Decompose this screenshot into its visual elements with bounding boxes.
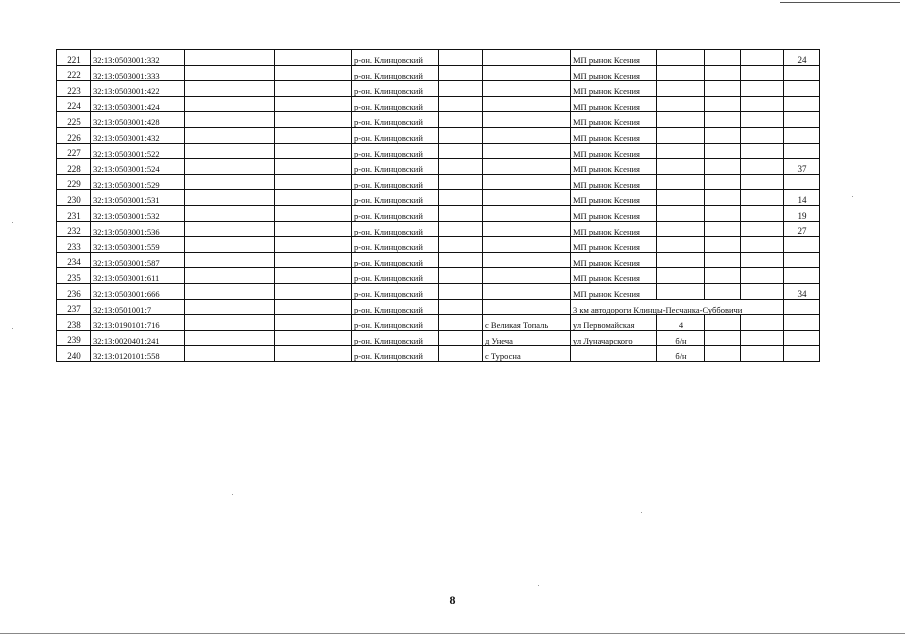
empty-cell bbox=[185, 143, 275, 159]
street: МП рынок Ксения bbox=[571, 127, 657, 143]
locality bbox=[483, 205, 571, 221]
cadastral-number: 32:13:0503001:428 bbox=[91, 112, 185, 128]
house-number bbox=[657, 190, 705, 206]
empty-cell bbox=[185, 330, 275, 346]
cadastral-number: 32:13:0503001:333 bbox=[91, 65, 185, 81]
empty-cell bbox=[705, 127, 741, 143]
empty-cell bbox=[705, 330, 741, 346]
cadastral-number: 32:13:0503001:531 bbox=[91, 190, 185, 206]
row-number: 238 bbox=[57, 315, 91, 331]
locality bbox=[483, 81, 571, 97]
empty-cell bbox=[741, 50, 784, 66]
empty-cell bbox=[741, 159, 784, 175]
empty-cell bbox=[741, 190, 784, 206]
row-number: 227 bbox=[57, 143, 91, 159]
cadastral-number: 32:13:0190101:716 bbox=[91, 315, 185, 331]
house-number bbox=[657, 96, 705, 112]
empty-cell bbox=[705, 112, 741, 128]
district: р-он. Клинцовский bbox=[352, 252, 439, 268]
value-number: 14 bbox=[784, 190, 820, 206]
district: р-он. Клинцовский bbox=[352, 315, 439, 331]
district: р-он. Клинцовский bbox=[352, 50, 439, 66]
cadastral-number: 32:13:0120101:558 bbox=[91, 346, 185, 362]
cadastral-number: 32:13:0503001:529 bbox=[91, 174, 185, 190]
empty-cell bbox=[741, 174, 784, 190]
cadastral-number: 32:13:0503001:536 bbox=[91, 221, 185, 237]
district: р-он. Клинцовский bbox=[352, 221, 439, 237]
empty-cell bbox=[275, 65, 352, 81]
empty-cell bbox=[185, 346, 275, 362]
locality bbox=[483, 174, 571, 190]
locality bbox=[483, 283, 571, 299]
empty-cell bbox=[439, 268, 483, 284]
empty-cell bbox=[439, 190, 483, 206]
table-row bbox=[57, 315, 820, 331]
empty-cell bbox=[185, 81, 275, 97]
row-number: 236 bbox=[57, 283, 91, 299]
empty-cell bbox=[705, 159, 741, 175]
street: МП рынок Ксения bbox=[571, 112, 657, 128]
empty-cell bbox=[741, 330, 784, 346]
empty-cell bbox=[439, 50, 483, 66]
empty-cell bbox=[741, 81, 784, 97]
empty-cell bbox=[275, 237, 352, 253]
row-number: 229 bbox=[57, 174, 91, 190]
locality bbox=[483, 112, 571, 128]
scan-speck bbox=[538, 585, 539, 586]
house-number bbox=[657, 237, 705, 253]
street: МП рынок Ксения bbox=[571, 205, 657, 221]
empty-cell bbox=[741, 112, 784, 128]
value-number bbox=[784, 346, 820, 362]
value-number bbox=[784, 65, 820, 81]
empty-cell bbox=[275, 330, 352, 346]
empty-cell bbox=[741, 127, 784, 143]
district: р-он. Клинцовский bbox=[352, 237, 439, 253]
value-number: 24 bbox=[784, 50, 820, 66]
street: МП рынок Ксения bbox=[571, 268, 657, 284]
empty-cell bbox=[439, 283, 483, 299]
empty-cell bbox=[741, 96, 784, 112]
locality bbox=[483, 159, 571, 175]
value-number: 19 bbox=[784, 205, 820, 221]
empty-cell bbox=[185, 283, 275, 299]
locality bbox=[483, 127, 571, 143]
table-row bbox=[57, 252, 820, 268]
empty-cell bbox=[185, 174, 275, 190]
empty-cell bbox=[185, 315, 275, 331]
empty-cell bbox=[741, 221, 784, 237]
empty-cell bbox=[784, 299, 820, 315]
district: р-он. Клинцовский bbox=[352, 81, 439, 97]
house-number bbox=[657, 50, 705, 66]
empty-cell bbox=[439, 127, 483, 143]
row-number: 234 bbox=[57, 252, 91, 268]
empty-cell bbox=[185, 112, 275, 128]
table-row bbox=[57, 205, 820, 221]
empty-cell bbox=[185, 65, 275, 81]
empty-cell bbox=[439, 205, 483, 221]
empty-cell bbox=[439, 315, 483, 331]
row-number: 228 bbox=[57, 159, 91, 175]
empty-cell bbox=[439, 237, 483, 253]
empty-cell bbox=[185, 237, 275, 253]
value-number: 34 bbox=[784, 283, 820, 299]
empty-cell bbox=[185, 252, 275, 268]
empty-cell bbox=[439, 346, 483, 362]
scan-speck bbox=[12, 328, 13, 329]
house-number: б/н bbox=[657, 346, 705, 362]
house-number bbox=[657, 65, 705, 81]
empty-cell bbox=[185, 96, 275, 112]
row-number: 235 bbox=[57, 268, 91, 284]
empty-cell bbox=[439, 174, 483, 190]
scan-speck bbox=[232, 494, 233, 495]
locality bbox=[483, 50, 571, 66]
empty-cell bbox=[185, 268, 275, 284]
district: р-он. Клинцовский bbox=[352, 174, 439, 190]
row-number: 221 bbox=[57, 50, 91, 66]
locality: с Великая Топаль bbox=[483, 315, 571, 331]
empty-cell bbox=[705, 81, 741, 97]
page-number: 8 bbox=[449, 593, 456, 607]
district: р-он. Клинцовский bbox=[352, 268, 439, 284]
empty-cell bbox=[275, 346, 352, 362]
empty-cell bbox=[275, 143, 352, 159]
empty-cell bbox=[705, 143, 741, 159]
empty-cell bbox=[705, 205, 741, 221]
table-row bbox=[57, 65, 820, 81]
scan-speck bbox=[641, 512, 642, 513]
locality: д Унеча bbox=[483, 330, 571, 346]
empty-cell bbox=[185, 221, 275, 237]
empty-cell bbox=[185, 205, 275, 221]
cadastral-number: 32:13:0503001:524 bbox=[91, 159, 185, 175]
table-row bbox=[57, 50, 820, 66]
district: р-он. Клинцовский bbox=[352, 143, 439, 159]
empty-cell bbox=[705, 174, 741, 190]
row-number: 233 bbox=[57, 237, 91, 253]
locality bbox=[483, 143, 571, 159]
empty-cell bbox=[275, 96, 352, 112]
value-number bbox=[784, 174, 820, 190]
street: МП рынок Ксения bbox=[571, 174, 657, 190]
row-number: 231 bbox=[57, 205, 91, 221]
district: р-он. Клинцовский bbox=[352, 96, 439, 112]
table-row bbox=[57, 96, 820, 112]
table-row bbox=[57, 330, 820, 346]
empty-cell bbox=[185, 159, 275, 175]
table-row bbox=[57, 112, 820, 128]
value-number bbox=[784, 330, 820, 346]
house-number bbox=[657, 174, 705, 190]
cadastral-number: 32:13:0503001:522 bbox=[91, 143, 185, 159]
street: 3 км автодороги Клинцы-Песчанка-Суббовичи bbox=[571, 299, 784, 315]
empty-cell bbox=[275, 315, 352, 331]
house-number bbox=[657, 143, 705, 159]
value-number bbox=[784, 112, 820, 128]
street: МП рынок Ксения bbox=[571, 143, 657, 159]
empty-cell bbox=[741, 205, 784, 221]
row-number: 239 bbox=[57, 330, 91, 346]
empty-cell bbox=[741, 315, 784, 331]
table-row bbox=[57, 221, 820, 237]
cadastral-number: 32:13:0503001:424 bbox=[91, 96, 185, 112]
street: МП рынок Ксения bbox=[571, 159, 657, 175]
empty-cell bbox=[439, 81, 483, 97]
empty-cell bbox=[439, 143, 483, 159]
empty-cell bbox=[439, 96, 483, 112]
empty-cell bbox=[275, 221, 352, 237]
district: р-он. Клинцовский bbox=[352, 65, 439, 81]
table-row bbox=[57, 174, 820, 190]
empty-cell bbox=[705, 65, 741, 81]
district: р-он. Клинцовский bbox=[352, 299, 439, 315]
empty-cell bbox=[741, 268, 784, 284]
district: р-он. Клинцовский bbox=[352, 330, 439, 346]
locality bbox=[483, 221, 571, 237]
table-row bbox=[57, 283, 820, 299]
empty-cell bbox=[185, 190, 275, 206]
bottom-rule bbox=[0, 633, 905, 634]
empty-cell bbox=[705, 252, 741, 268]
empty-cell bbox=[439, 159, 483, 175]
table-row bbox=[57, 81, 820, 97]
street: МП рынок Ксения bbox=[571, 237, 657, 253]
empty-cell bbox=[741, 252, 784, 268]
table-row bbox=[57, 190, 820, 206]
top-right-rule bbox=[780, 2, 900, 3]
street: МП рынок Ксения bbox=[571, 81, 657, 97]
house-number bbox=[657, 81, 705, 97]
value-number bbox=[784, 315, 820, 331]
empty-cell bbox=[741, 65, 784, 81]
empty-cell bbox=[741, 143, 784, 159]
scan-speck bbox=[12, 222, 13, 223]
table-row bbox=[57, 346, 820, 362]
cadastral-number: 32:13:0503001:666 bbox=[91, 283, 185, 299]
empty-cell bbox=[705, 315, 741, 331]
empty-cell bbox=[185, 299, 275, 315]
row-number: 225 bbox=[57, 112, 91, 128]
cadastral-number: 32:13:0503001:432 bbox=[91, 127, 185, 143]
empty-cell bbox=[741, 283, 784, 299]
district: р-он. Клинцовский bbox=[352, 205, 439, 221]
empty-cell bbox=[439, 252, 483, 268]
locality bbox=[483, 252, 571, 268]
house-number: 4 bbox=[657, 315, 705, 331]
locality bbox=[483, 299, 571, 315]
empty-cell bbox=[275, 190, 352, 206]
empty-cell bbox=[705, 346, 741, 362]
locality bbox=[483, 268, 571, 284]
cadastral-number: 32:13:0503001:332 bbox=[91, 50, 185, 66]
house-number bbox=[657, 252, 705, 268]
empty-cell bbox=[275, 112, 352, 128]
scan-speck bbox=[852, 196, 853, 197]
row-number: 230 bbox=[57, 190, 91, 206]
cadastral-number: 32:13:0503001:532 bbox=[91, 205, 185, 221]
empty-cell bbox=[275, 283, 352, 299]
district: р-он. Клинцовский bbox=[352, 112, 439, 128]
street: МП рынок Ксения bbox=[571, 283, 657, 299]
empty-cell bbox=[439, 330, 483, 346]
district: р-он. Клинцовский bbox=[352, 283, 439, 299]
empty-cell bbox=[705, 50, 741, 66]
street bbox=[571, 346, 657, 362]
cadastral-number: 32:13:0020401:241 bbox=[91, 330, 185, 346]
house-number bbox=[657, 205, 705, 221]
value-number bbox=[784, 127, 820, 143]
table-row bbox=[57, 143, 820, 159]
row-number: 232 bbox=[57, 221, 91, 237]
empty-cell bbox=[741, 237, 784, 253]
empty-cell bbox=[275, 252, 352, 268]
empty-cell bbox=[275, 268, 352, 284]
cadastral-number: 32:13:0503001:587 bbox=[91, 252, 185, 268]
empty-cell bbox=[741, 346, 784, 362]
empty-cell bbox=[275, 174, 352, 190]
locality bbox=[483, 96, 571, 112]
value-number: 27 bbox=[784, 221, 820, 237]
street: МП рынок Ксения bbox=[571, 96, 657, 112]
district: р-он. Клинцовский bbox=[352, 190, 439, 206]
locality bbox=[483, 190, 571, 206]
empty-cell bbox=[275, 299, 352, 315]
empty-cell bbox=[439, 299, 483, 315]
table-row bbox=[57, 159, 820, 175]
value-number bbox=[784, 96, 820, 112]
street: МП рынок Ксения bbox=[571, 221, 657, 237]
street: ул Луначарского bbox=[571, 330, 657, 346]
register-table-body bbox=[57, 50, 820, 362]
row-number: 224 bbox=[57, 96, 91, 112]
register-table-wrapper bbox=[56, 49, 820, 362]
street: МП рынок Ксения bbox=[571, 252, 657, 268]
register-table bbox=[56, 49, 820, 362]
empty-cell bbox=[705, 283, 741, 299]
empty-cell bbox=[705, 268, 741, 284]
locality bbox=[483, 237, 571, 253]
empty-cell bbox=[705, 221, 741, 237]
table-row bbox=[57, 127, 820, 143]
street: МП рынок Ксения bbox=[571, 50, 657, 66]
street: МП рынок Ксения bbox=[571, 65, 657, 81]
cadastral-number: 32:13:0503001:611 bbox=[91, 268, 185, 284]
street: МП рынок Ксения bbox=[571, 190, 657, 206]
house-number bbox=[657, 159, 705, 175]
value-number bbox=[784, 143, 820, 159]
row-number: 226 bbox=[57, 127, 91, 143]
empty-cell bbox=[439, 112, 483, 128]
empty-cell bbox=[275, 127, 352, 143]
empty-cell bbox=[185, 50, 275, 66]
table-row bbox=[57, 299, 820, 315]
locality bbox=[483, 65, 571, 81]
value-number bbox=[784, 237, 820, 253]
empty-cell bbox=[275, 50, 352, 66]
street: ул Первомайская bbox=[571, 315, 657, 331]
empty-cell bbox=[275, 159, 352, 175]
row-number: 237 bbox=[57, 299, 91, 315]
row-number: 223 bbox=[57, 81, 91, 97]
table-row bbox=[57, 268, 820, 284]
house-number bbox=[657, 221, 705, 237]
table-row bbox=[57, 237, 820, 253]
house-number bbox=[657, 127, 705, 143]
cadastral-number: 32:13:0503001:559 bbox=[91, 237, 185, 253]
empty-cell bbox=[275, 205, 352, 221]
cadastral-number: 32:13:0503001:422 bbox=[91, 81, 185, 97]
value-number bbox=[784, 252, 820, 268]
house-number bbox=[657, 112, 705, 128]
value-number bbox=[784, 268, 820, 284]
cadastral-number: 32:13:0501001:7 bbox=[91, 299, 185, 315]
empty-cell bbox=[185, 127, 275, 143]
value-number: 37 bbox=[784, 159, 820, 175]
district: р-он. Клинцовский bbox=[352, 127, 439, 143]
value-number bbox=[784, 81, 820, 97]
empty-cell bbox=[705, 190, 741, 206]
district: р-он. Клинцовский bbox=[352, 346, 439, 362]
district: р-он. Клинцовский bbox=[352, 159, 439, 175]
house-number bbox=[657, 283, 705, 299]
house-number: б/н bbox=[657, 330, 705, 346]
empty-cell bbox=[705, 96, 741, 112]
empty-cell bbox=[705, 237, 741, 253]
row-number: 222 bbox=[57, 65, 91, 81]
row-number: 240 bbox=[57, 346, 91, 362]
empty-cell bbox=[439, 65, 483, 81]
house-number bbox=[657, 268, 705, 284]
empty-cell bbox=[275, 81, 352, 97]
locality: с Туросна bbox=[483, 346, 571, 362]
empty-cell bbox=[439, 221, 483, 237]
